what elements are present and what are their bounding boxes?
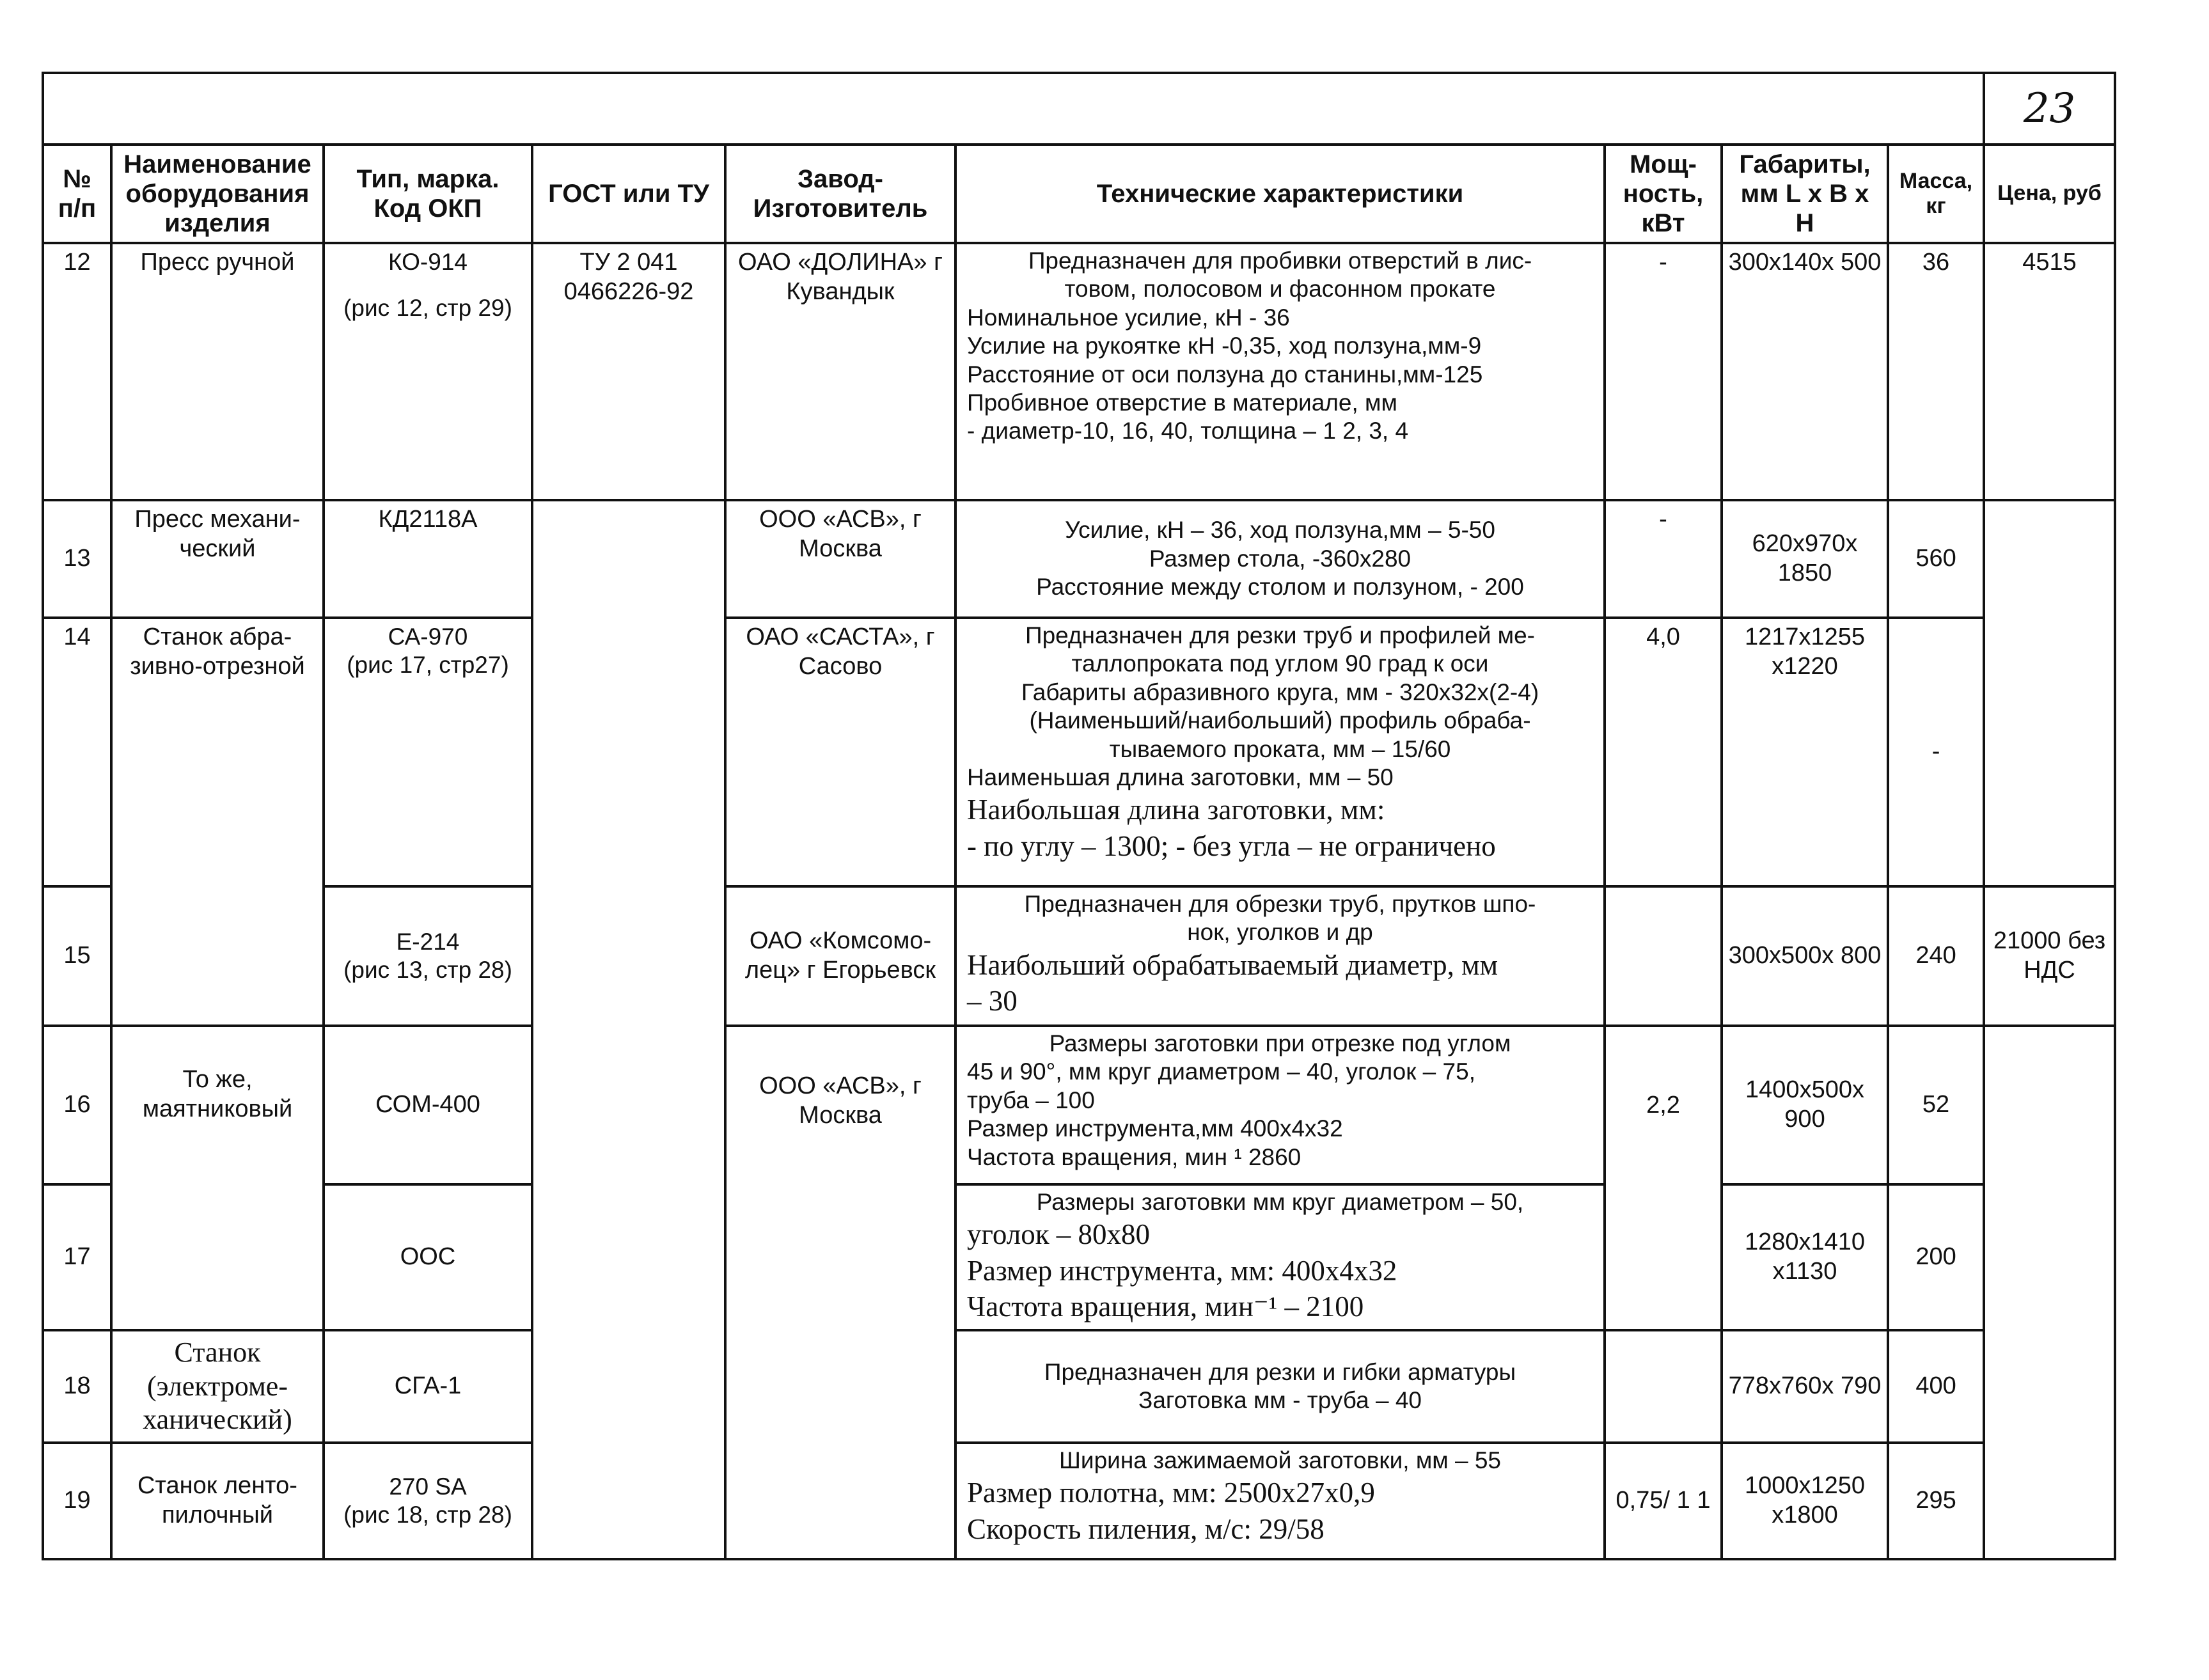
tech-line: - диаметр-10, 16, 40, толщина – 1 2, 3, 4 [967,418,1409,444]
row-tech [955,618,1605,886]
row-type [324,1443,532,1559]
row-mass: - [1888,618,1984,886]
tech-line: Частота вращения, мин ¹ 2860 [967,1143,1301,1170]
type-code: 270 SA [389,1473,467,1500]
row-dims: 1217x1255 x1220 [1722,618,1888,886]
row-mass: 240 [1888,886,1984,1026]
row-power: - [1605,500,1722,618]
row-mass: 400 [1888,1330,1984,1443]
tech-line: Усилие на рукоятке кН -0,35, ход ползуна,мм-9 [967,333,1482,359]
row-maker: ООО «АСВ», г Москва [725,1026,955,1559]
equipment-document-page [42,72,2114,1555]
row-maker: ОАО «ДОЛИНА» г Кувандык [725,243,955,500]
header-price: Цена, руб [1984,145,2115,243]
row-name: Станок (электроме-ханический) [111,1330,324,1443]
tech-line: Усилие, кН – 36, ход ползуна,мм – 5-50 [1065,517,1495,544]
row-num: 12 [43,243,111,500]
tech-line: Наибольший обрабатываемый диаметр, мм [967,948,1498,981]
row-tech [955,1443,1605,1559]
tech-line: Размер полотна, мм: 2500x27x0,9 [967,1477,1375,1509]
row-power: - [1605,243,1722,500]
tech-line: Наименьшая длина заготовки, мм – 50 [967,764,1394,790]
row-num: 19 [43,1443,111,1559]
tech-line: Расстояние между столом и ползуном, - 200 [1036,574,1524,601]
row-num: 17 [43,1184,111,1330]
tech-line: Расстояние от оси ползуна до станины,мм-125 [967,361,1483,388]
tech-line: Габариты абразивного круга, мм - 320x32x(2-4) [1021,679,1539,705]
header-tech: Технические характеристики [955,145,1605,243]
header-num: № п/п [43,145,111,243]
row-name: Пресс механи-ческий [111,500,324,618]
tech-line: Предназначен для резки и гибки арматуры [1044,1358,1516,1385]
row-price-empty [1984,1026,2115,1559]
tech-line: таллопроката под углом 90 град к оси [1071,650,1489,677]
tech-line: нок, уголков и др [1187,919,1373,946]
row-maker: ОАО «САСТА», г Сасово [725,618,955,886]
row-dims: 300x140x 500 [1722,243,1888,500]
row-name: Пресс ручной [111,243,324,500]
table-row [43,1184,2115,1330]
row-maker: ОАО «Комсомо-лец» г Егорьевск [725,886,955,1026]
row-tech [955,886,1605,1026]
row-tech [955,243,1605,500]
row-dims: 778x760x 790 [1722,1330,1888,1443]
header-power: Мощ-ность, кВт [1605,145,1722,243]
tech-line: Заготовка мм - труба – 40 [1138,1387,1422,1413]
tech-line: - по углу – 1300; - без угла – не ограничено [967,829,1496,862]
top-band [43,73,1984,145]
row-price: 21000 без НДС [1984,886,2115,1026]
row-power: 4,0 [1605,618,1722,886]
row-num: 15 [43,886,111,1026]
row-type: СГА-1 [324,1330,532,1443]
tech-line: Скорость пиления, м/с: 29/58 [967,1512,1325,1545]
row-type: КД2118А [324,500,532,618]
table-row [43,1026,2115,1184]
table-row [43,618,2115,886]
tech-line: тываемого проката, мм – 15/60 [1109,735,1451,762]
tech-line: труба – 100 [967,1087,1095,1113]
tech-line: Предназначен для обрезки труб, прутков шпо- [1024,891,1536,917]
row-dims: 620x970x 1850 [1722,500,1888,618]
row-dims: 1280x1410 x1130 [1722,1184,1888,1330]
row-power-empty [1605,886,1722,1026]
tech-line: Предназначен для резки труб и профилей ме- [1025,622,1535,648]
row-mass: 560 [1888,500,1984,618]
row-price: 4515 [1984,243,2115,500]
tech-line: Наибольшая длина заготовки, мм: [967,794,1385,826]
type-ref: (рис 18, стр 28) [343,1502,512,1528]
tech-line: Размеры заготовки мм круг диаметром – 50, [1036,1189,1524,1215]
type-ref: (рис 12, стр 29) [343,295,512,322]
tech-line: Размеры заготовки при отрезке под углом [1049,1030,1511,1056]
row-dims: 1000x1250 x1800 [1722,1443,1888,1559]
row-num: 14 [43,618,111,886]
header-type: Тип, марка. Код ОКП [324,145,532,243]
row-price-empty [1984,500,2115,886]
type-code: СА-970 [388,624,468,650]
table-row [43,886,2115,1026]
tech-line: (Наименьший/наибольший) профиль обраба- [1029,707,1531,734]
row-gost: ТУ 2 041 0466226-92 [532,243,725,500]
table-row [43,1330,2115,1443]
row-mass: 36 [1888,243,1984,500]
row-type [324,886,532,1026]
header-name: Наименование оборудования изделия [111,145,324,243]
tech-line: Размер инструмента, мм: 400x4x32 [967,1254,1397,1287]
tech-line: Частота вращения, мин⁻¹ – 2100 [967,1290,1364,1323]
row-mass: 200 [1888,1184,1984,1330]
row-name: Станок абра-зивно-отрезной [111,618,324,1026]
row-type: ООС [324,1184,532,1330]
row-type: СОМ-400 [324,1026,532,1184]
row-num: 18 [43,1330,111,1443]
table-row [43,243,2115,500]
row-type [324,243,532,500]
row-dims: 1400x500x 900 [1722,1026,1888,1184]
row-mass: 52 [1888,1026,1984,1184]
equipment-table [42,72,2116,1560]
tech-line: Предназначен для пробивки отверстий в лис- [1028,247,1532,274]
header-mass: Масса, кг [1888,145,1984,243]
tech-line: товом, полосовом и фасонном прокате [1064,276,1496,302]
row-type [324,618,532,886]
row-tech [955,1026,1605,1184]
type-code: Е-214 [396,928,460,955]
row-tech [955,1184,1605,1330]
tech-line: Номинальное усилие, кН - 36 [967,304,1290,331]
type-ref: (рис 17, стр27) [347,652,509,679]
page-number: 23 [1984,73,2115,145]
type-code: КО-914 [388,249,468,275]
row-power-empty [1605,1330,1722,1443]
row-name: То же, маятниковый [111,1026,324,1330]
header-maker: Завод-Изготовитель [725,145,955,243]
row-num: 13 [43,500,111,618]
row-mass: 295 [1888,1443,1984,1559]
row-gost-empty [532,500,725,1559]
row-name: Станок ленто-пилочный [111,1443,324,1559]
row-maker: ООО «АСВ», г Москва [725,500,955,618]
tech-line: Размер инструмента,мм 400x4x32 [967,1115,1343,1142]
tech-line: Пробивное отверстие в материале, мм [967,389,1397,416]
tech-line: уголок – 80x80 [967,1218,1151,1251]
table-row [43,500,2115,618]
type-ref: (рис 13, стр 28) [343,957,512,983]
table-row [43,1443,2115,1559]
tech-line: Размер стола, -360x280 [1149,545,1411,572]
row-power: 0,75/ 1 1 [1605,1443,1722,1559]
row-power: 2,2 [1605,1026,1722,1330]
header-gost: ГОСТ или ТУ [532,145,725,243]
row-tech [955,1330,1605,1443]
tech-line: – 30 [967,985,1018,1017]
tech-line: 45 и 90°, мм круг диаметром – 40, уголок – 75, [967,1058,1475,1085]
row-dims: 300x500x 800 [1722,886,1888,1026]
header-dims: Габариты, мм L x B x H [1722,145,1888,243]
row-tech [955,500,1605,618]
row-num: 16 [43,1026,111,1184]
tech-line: Ширина зажимаемой заготовки, мм – 55 [1059,1447,1501,1473]
